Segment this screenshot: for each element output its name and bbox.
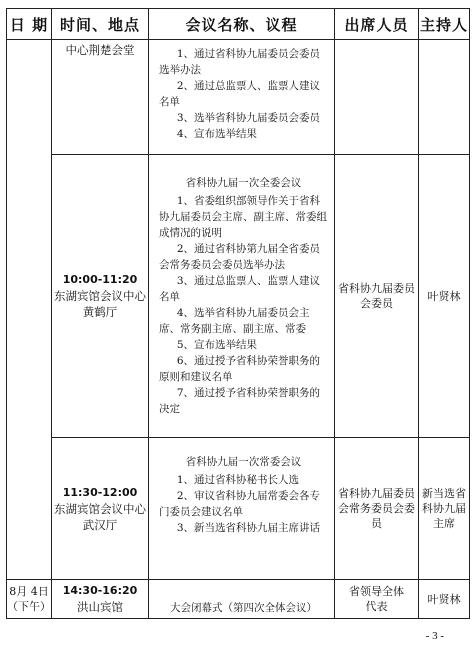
agenda-item: 7、通过授予省科协荣誉职务的决定 — [159, 387, 321, 415]
time-place-cell — [52, 580, 149, 619]
agenda-item: 5、宣布选举结果 — [176, 339, 258, 351]
time-place-cell — [52, 438, 149, 580]
place-text: 东湖宾馆会议中心黄鹤厅 — [54, 289, 146, 319]
attendees-cell: 省科协九届委员会常务委员会委员 — [335, 438, 419, 580]
time-text: 11:30-12:00 — [62, 485, 138, 499]
agenda-item: 2、审议省科协九届常委会各专门委员会建议名单 — [159, 490, 321, 518]
attendees-cell — [335, 40, 419, 155]
header-row — [7, 9, 470, 40]
table-row — [7, 155, 470, 438]
meeting-name-cell — [149, 155, 335, 438]
page-number: - 3 - — [425, 630, 444, 642]
host-cell: 叶贤林 — [419, 155, 470, 438]
attendees-cell: 省领导全体代表 — [335, 580, 419, 619]
session-title: 省科协九届一次全委会议 — [185, 177, 302, 189]
host-cell: 叶贤林 — [419, 580, 470, 619]
header-attendees: 出席人员 — [335, 9, 419, 40]
header-time-place: 时间、地点 — [52, 9, 149, 40]
time-place-cell — [52, 155, 149, 438]
header-date: 日 期 — [7, 9, 52, 40]
meeting-name-cell: 大会闭幕式（第四次全体会议） — [149, 580, 335, 619]
agenda-item: 2、通过省科协第九届全省委员会常务委员会委员选举办法 — [159, 243, 321, 271]
date-text: 8月 4日 — [9, 585, 49, 598]
meeting-name-cell — [149, 40, 335, 155]
header-host: 主持人 — [419, 9, 470, 40]
agenda-item: 4、宣布选举结果 — [176, 128, 258, 140]
table-row — [7, 580, 470, 619]
host-cell — [419, 40, 470, 155]
session-title: 省科协九届一次常委会议 — [185, 456, 302, 468]
place-text: 洪山宾馆 — [77, 600, 123, 614]
host-cell: 新当选省科协九届主席 — [419, 438, 470, 580]
date-cell-empty — [7, 40, 52, 580]
date-cell — [7, 580, 52, 619]
table-row — [7, 438, 470, 580]
agenda-item: 3、通过总监票人、监票人建议名单 — [159, 275, 321, 303]
place-text: 中心荆楚会堂 — [65, 43, 135, 57]
meeting-name-cell — [149, 438, 335, 580]
agenda-item: 3、新当选省科协九届主席讲话 — [176, 522, 321, 534]
schedule-table-wrapper — [6, 8, 469, 619]
agenda-item: 3、选举省科协九届委员会委员 — [176, 112, 321, 124]
agenda-item: 6、通过授予省科协荣誉职务的原则和建议名单 — [159, 355, 321, 383]
place-text: 东湖宾馆会议中心武汉厅 — [54, 501, 146, 532]
agenda-item: 1、通过省科协秘书长人选 — [176, 474, 300, 486]
agenda-item: 1、通过省科协九届委员会委员选举办法 — [159, 48, 321, 76]
time-place-cell — [52, 40, 149, 155]
time-text: 10:00-11:20 — [62, 273, 138, 286]
time-text: 14:30-16:20 — [62, 584, 138, 597]
agenda-item: 1、省委组织部领导作关于省科协九届委员会主席、副主席、常委组成情况的说明 — [159, 195, 327, 239]
agenda-item: 2、通过总监票人、监票人建议名单 — [159, 80, 321, 108]
schedule-table — [6, 8, 470, 619]
agenda-item: 4、选举省科协九届委员会主席、常务副主席、副主席、常委 — [159, 307, 310, 335]
date-sub-text: （下午） — [7, 600, 51, 613]
attendees-cell: 省科协九届委员会委员 — [335, 155, 419, 438]
table-row — [7, 40, 470, 155]
header-meeting-name: 会议名称、议程 — [149, 9, 335, 40]
